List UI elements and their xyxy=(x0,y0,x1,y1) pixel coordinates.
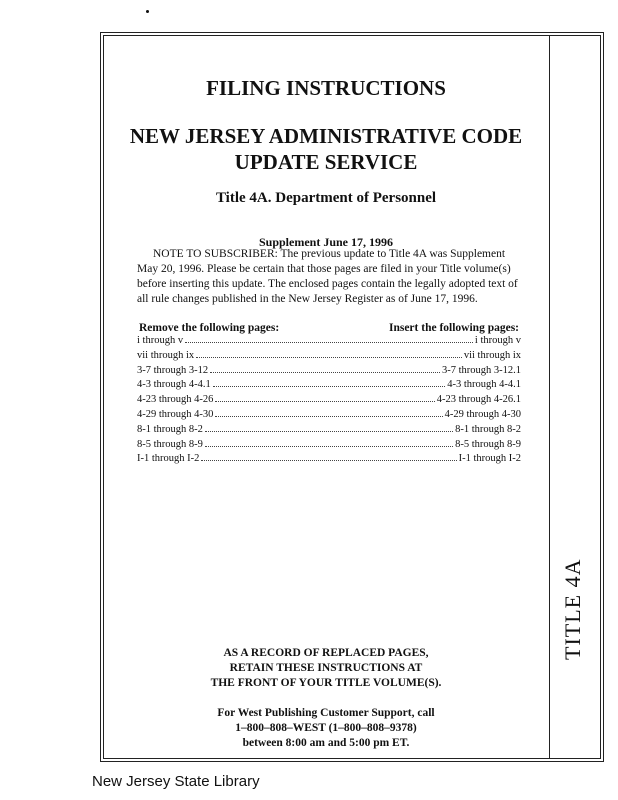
insert-header: Insert the following pages: xyxy=(388,322,519,334)
insert-pages: 8-1 through 8-2 xyxy=(455,423,521,435)
support-line: For West Publishing Customer Support, call xyxy=(217,707,435,719)
insert-pages: 4-3 through 4-4.1 xyxy=(447,379,521,391)
insert-pages: 4-29 through 4-30 xyxy=(444,408,521,420)
table-row xyxy=(137,424,521,439)
title-section: Title 4A. Department of Personnel xyxy=(215,190,437,206)
table-row xyxy=(137,409,521,424)
insert-pages: 8-5 through 8-9 xyxy=(455,438,521,450)
insert-pages: 4-23 through 4-26.1 xyxy=(436,394,521,406)
remove-pages: i through v xyxy=(137,335,184,346)
remove-pages: 4-3 through 4-4.1 xyxy=(137,379,211,391)
support-hours: between 8:00 am and 5:00 pm ET. xyxy=(242,737,410,749)
code-title-line1: NEW JERSEY ADMINISTRATIVE CODE xyxy=(129,124,523,148)
table-row xyxy=(137,379,521,394)
insert-pages: vii through ix xyxy=(463,349,521,361)
code-title xyxy=(103,123,549,175)
library-stamp: New Jersey State Library xyxy=(92,773,260,790)
scan-mark xyxy=(146,10,149,13)
remove-pages: vii through ix xyxy=(137,349,195,361)
table-row xyxy=(137,453,521,468)
insert-pages: i through v xyxy=(474,335,521,346)
remove-pages: 4-29 through 4-30 xyxy=(137,408,214,420)
remove-pages: 8-1 through 8-2 xyxy=(137,423,203,435)
subscriber-note xyxy=(137,247,521,307)
spine-label: TITLE 4A xyxy=(560,558,585,660)
table-row xyxy=(137,350,521,365)
supplement-date: Supplement June 17, 1996 xyxy=(258,235,394,249)
record-instructions xyxy=(103,646,549,691)
note-text: NOTE TO SUBSCRIBER: The previous update to Title 4A was Supplement May 20, 1996. Please be certain that those pages are filed in your Title volume(s) before inserting this update. The enclosed pages contain the legally adopted text of all rule changes published in the New Jersey Register as of June 17, 1996. xyxy=(137,248,518,305)
table-row xyxy=(137,439,521,454)
table-row xyxy=(137,394,521,409)
customer-support xyxy=(103,706,549,751)
insert-pages: I-1 through I-2 xyxy=(458,453,521,465)
record-line: AS A RECORD OF REPLACED PAGES, xyxy=(223,647,429,659)
remove-pages: 4-23 through 4-26 xyxy=(137,394,214,406)
record-line: RETAIN THESE INSTRUCTIONS AT xyxy=(229,662,423,674)
record-line: THE FRONT OF YOUR TITLE VOLUME(S). xyxy=(210,677,442,689)
remove-pages: I-1 through I-2 xyxy=(137,453,200,465)
spine-divider xyxy=(549,35,550,759)
table-row xyxy=(137,365,521,380)
remove-pages: 3-7 through 3-12 xyxy=(137,364,209,376)
page-title: FILING INSTRUCTIONS xyxy=(206,76,446,100)
table-row xyxy=(137,335,521,350)
support-phone: 1–800–808–WEST (1–800–808–9378) xyxy=(235,722,417,734)
page-list xyxy=(137,335,521,468)
insert-pages: 3-7 through 3-12.1 xyxy=(441,364,521,376)
code-title-line2: UPDATE SERVICE xyxy=(234,150,418,174)
remove-pages: 8-5 through 8-9 xyxy=(137,438,203,450)
remove-header: Remove the following pages: xyxy=(139,322,280,334)
